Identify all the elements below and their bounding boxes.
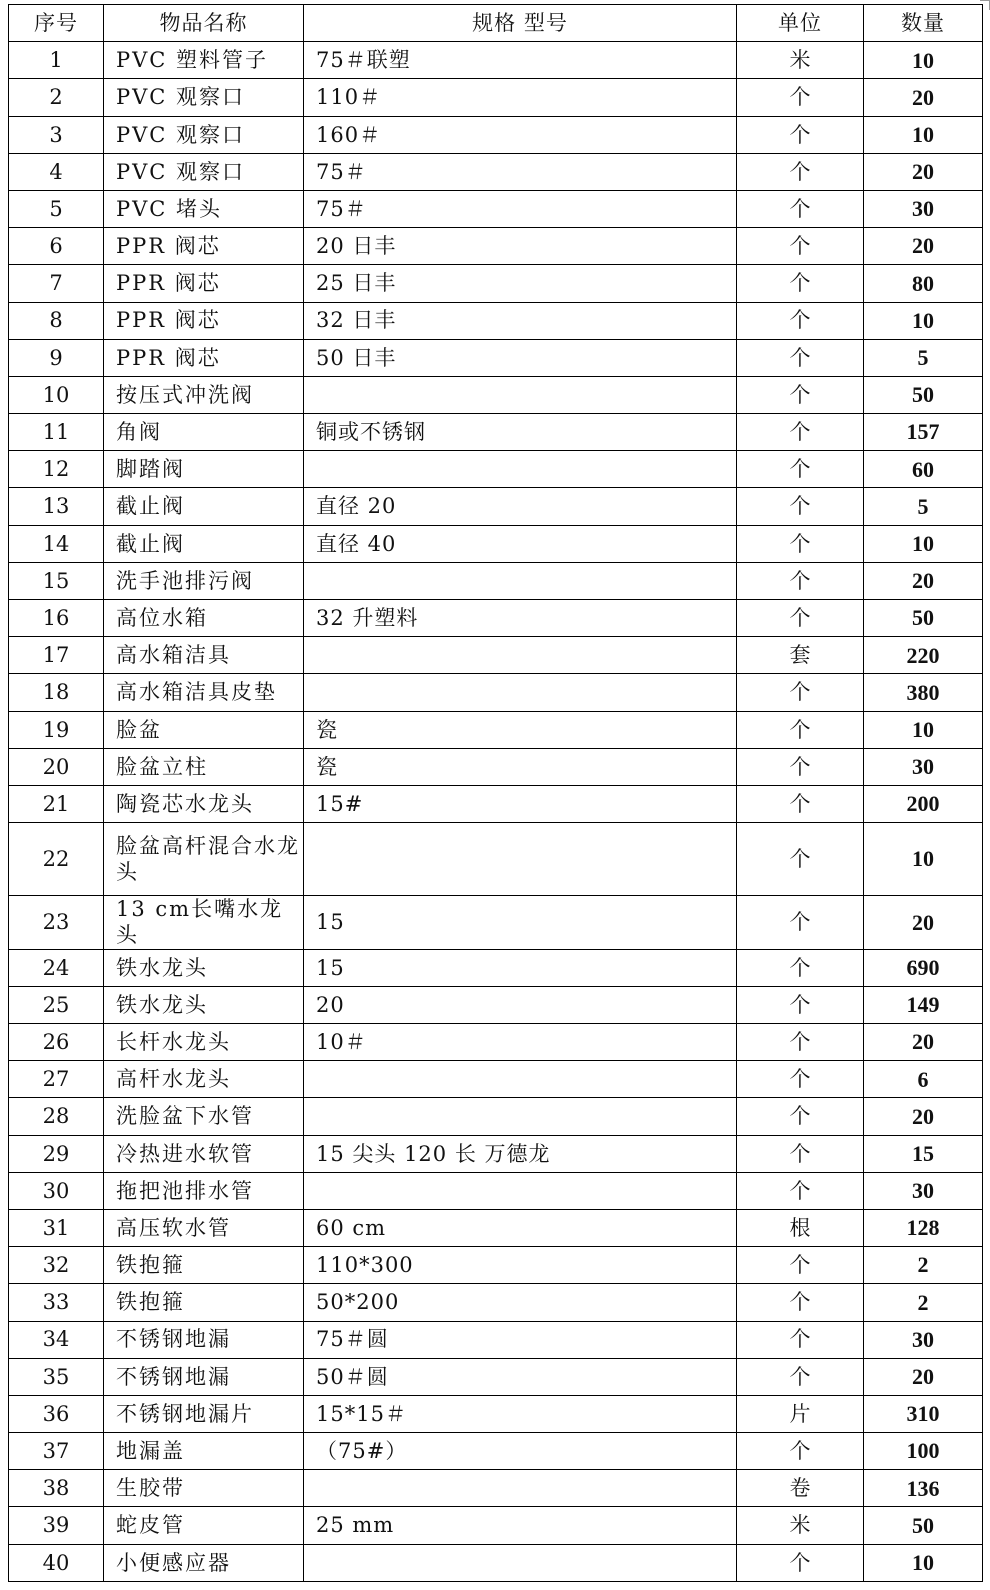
cell-spec: 50 日丰 xyxy=(304,339,737,376)
cell-no: 33 xyxy=(9,1284,104,1321)
cell-quantity: 5 xyxy=(864,339,983,376)
cell-item-name: 洗脸盆下水管 xyxy=(104,1098,304,1135)
cell-spec: 15# xyxy=(304,785,737,822)
cell-spec: 32 升塑料 xyxy=(304,600,737,637)
cell-quantity: 10 xyxy=(864,525,983,562)
cell-no: 28 xyxy=(9,1098,104,1135)
cell-unit: 个 xyxy=(737,1247,864,1284)
cell-quantity: 10 xyxy=(864,823,983,896)
cell-unit: 个 xyxy=(737,302,864,339)
cell-spec xyxy=(304,562,737,599)
cell-quantity: 10 xyxy=(864,711,983,748)
cell-unit: 卷 xyxy=(737,1470,864,1507)
cell-no: 11 xyxy=(9,414,104,451)
cell-spec xyxy=(304,637,737,674)
cell-unit: 根 xyxy=(737,1209,864,1246)
table-row xyxy=(9,42,983,79)
cell-item-name: 地漏盖 xyxy=(104,1433,304,1470)
cell-spec: 75＃联塑 xyxy=(304,42,737,79)
cell-spec: 15*15＃ xyxy=(304,1395,737,1432)
cell-no: 3 xyxy=(9,116,104,153)
cell-unit: 个 xyxy=(737,949,864,986)
cell-no: 6 xyxy=(9,228,104,265)
cell-item-name: PPR 阀芯 xyxy=(104,265,304,302)
cell-quantity: 80 xyxy=(864,265,983,302)
cell-item-name: 蛇皮管 xyxy=(104,1507,304,1544)
cell-item-name: 高水箱洁具 xyxy=(104,637,304,674)
cell-unit: 个 xyxy=(737,1433,864,1470)
cell-no: 27 xyxy=(9,1061,104,1098)
cell-item-name: 铁水龙头 xyxy=(104,986,304,1023)
cell-quantity: 149 xyxy=(864,986,983,1023)
table-row xyxy=(9,488,983,525)
cell-quantity: 10 xyxy=(864,302,983,339)
cell-no: 14 xyxy=(9,525,104,562)
cell-unit: 个 xyxy=(737,1172,864,1209)
cell-spec xyxy=(304,1098,737,1135)
cell-unit: 个 xyxy=(737,711,864,748)
cell-quantity: 380 xyxy=(864,674,983,711)
cell-no: 12 xyxy=(9,451,104,488)
table-row xyxy=(9,674,983,711)
cell-spec: 50*200 xyxy=(304,1284,737,1321)
cell-item-name: 高水箱洁具皮垫 xyxy=(104,674,304,711)
cell-unit: 个 xyxy=(737,79,864,116)
cell-no: 2 xyxy=(9,79,104,116)
cell-unit: 个 xyxy=(737,1284,864,1321)
cell-item-name: 脸盆 xyxy=(104,711,304,748)
table-row xyxy=(9,1321,983,1358)
cell-no: 22 xyxy=(9,823,104,896)
cell-no: 25 xyxy=(9,986,104,1023)
table-row xyxy=(9,1172,983,1209)
cell-no: 16 xyxy=(9,600,104,637)
cell-quantity: 5 xyxy=(864,488,983,525)
table-row xyxy=(9,1209,983,1246)
cell-unit: 个 xyxy=(737,1098,864,1135)
cell-item-name: 13 cm长嘴水龙头 xyxy=(104,896,304,950)
cell-spec: 铜或不锈钢 xyxy=(304,414,737,451)
cell-spec xyxy=(304,1061,737,1098)
table-row xyxy=(9,896,983,950)
cell-quantity: 30 xyxy=(864,1321,983,1358)
cell-unit: 个 xyxy=(737,414,864,451)
cell-quantity: 20 xyxy=(864,896,983,950)
cell-quantity: 50 xyxy=(864,1507,983,1544)
cell-unit: 个 xyxy=(737,823,864,896)
cell-unit: 个 xyxy=(737,451,864,488)
cell-unit: 个 xyxy=(737,986,864,1023)
cell-spec: 15 xyxy=(304,896,737,950)
cell-item-name: 铁抱箍 xyxy=(104,1284,304,1321)
table-row xyxy=(9,785,983,822)
header-unit: 单位 xyxy=(737,5,864,42)
cell-item-name: 不锈钢地漏 xyxy=(104,1358,304,1395)
cell-item-name: 不锈钢地漏片 xyxy=(104,1395,304,1432)
cell-no: 24 xyxy=(9,949,104,986)
table-row xyxy=(9,949,983,986)
cell-item-name: 拖把池排水管 xyxy=(104,1172,304,1209)
cell-spec: 20 xyxy=(304,986,737,1023)
table-row xyxy=(9,451,983,488)
cell-item-name: 高杆水龙头 xyxy=(104,1061,304,1098)
cell-spec: 25 mm xyxy=(304,1507,737,1544)
cell-spec: 160＃ xyxy=(304,116,737,153)
cell-quantity: 2 xyxy=(864,1247,983,1284)
table-row xyxy=(9,265,983,302)
table-row xyxy=(9,1507,983,1544)
cell-item-name: 生胶带 xyxy=(104,1470,304,1507)
cell-quantity: 100 xyxy=(864,1433,983,1470)
cell-no: 5 xyxy=(9,190,104,227)
cell-no: 37 xyxy=(9,1433,104,1470)
cell-spec: 32 日丰 xyxy=(304,302,737,339)
cell-no: 21 xyxy=(9,785,104,822)
header-name: 物品名称 xyxy=(104,5,304,42)
table-row xyxy=(9,1284,983,1321)
table-row xyxy=(9,116,983,153)
cell-spec: 25 日丰 xyxy=(304,265,737,302)
cell-quantity: 20 xyxy=(864,1358,983,1395)
cell-spec: （75#） xyxy=(304,1433,737,1470)
cell-spec: 10＃ xyxy=(304,1024,737,1061)
cell-no: 39 xyxy=(9,1507,104,1544)
cell-item-name: 陶瓷芯水龙头 xyxy=(104,785,304,822)
cell-item-name: 角阀 xyxy=(104,414,304,451)
table-row xyxy=(9,1358,983,1395)
cell-spec xyxy=(304,1544,737,1581)
cell-spec: 75＃圆 xyxy=(304,1321,737,1358)
cell-spec: 直径 40 xyxy=(304,525,737,562)
cell-unit: 套 xyxy=(737,637,864,674)
cell-quantity: 20 xyxy=(864,79,983,116)
cell-item-name: PVC 观察口 xyxy=(104,79,304,116)
cell-spec: 75＃ xyxy=(304,153,737,190)
cell-unit: 个 xyxy=(737,600,864,637)
cell-item-name: 洗手池排污阀 xyxy=(104,562,304,599)
cell-no: 36 xyxy=(9,1395,104,1432)
cell-item-name: 脸盆高杆混合水龙头 xyxy=(104,823,304,896)
table-row xyxy=(9,1544,983,1581)
cell-spec xyxy=(304,823,737,896)
table-row xyxy=(9,600,983,637)
cell-quantity: 6 xyxy=(864,1061,983,1098)
cell-unit: 个 xyxy=(737,265,864,302)
cell-no: 7 xyxy=(9,265,104,302)
cell-item-name: 长杆水龙头 xyxy=(104,1024,304,1061)
cell-quantity: 220 xyxy=(864,637,983,674)
cell-no: 30 xyxy=(9,1172,104,1209)
header-no: 序号 xyxy=(9,5,104,42)
cell-quantity: 20 xyxy=(864,228,983,265)
cell-unit: 个 xyxy=(737,785,864,822)
table-row xyxy=(9,153,983,190)
cell-unit: 个 xyxy=(737,1061,864,1098)
cell-quantity: 20 xyxy=(864,1024,983,1061)
table-row xyxy=(9,711,983,748)
cell-spec: 60 cm xyxy=(304,1209,737,1246)
cell-item-name: 高位水箱 xyxy=(104,600,304,637)
table-row xyxy=(9,823,983,896)
cell-quantity: 30 xyxy=(864,190,983,227)
header-spec: 规格 型号 xyxy=(304,5,737,42)
cell-item-name: PVC 塑料管子 xyxy=(104,42,304,79)
cell-unit: 个 xyxy=(737,1358,864,1395)
cell-quantity: 157 xyxy=(864,414,983,451)
cell-item-name: PVC 堵头 xyxy=(104,190,304,227)
cell-spec: 110＃ xyxy=(304,79,737,116)
table-row xyxy=(9,637,983,674)
cell-unit: 个 xyxy=(737,1544,864,1581)
cell-no: 10 xyxy=(9,376,104,413)
cell-no: 13 xyxy=(9,488,104,525)
table-row xyxy=(9,562,983,599)
table-row xyxy=(9,414,983,451)
inventory-table xyxy=(8,4,983,1582)
cell-item-name: PPR 阀芯 xyxy=(104,228,304,265)
cell-quantity: 30 xyxy=(864,1172,983,1209)
table-row xyxy=(9,1098,983,1135)
cell-spec xyxy=(304,1172,737,1209)
cell-no: 23 xyxy=(9,896,104,950)
cell-quantity: 20 xyxy=(864,1098,983,1135)
cell-spec: 15 xyxy=(304,949,737,986)
cell-quantity: 20 xyxy=(864,153,983,190)
cell-item-name: 铁抱箍 xyxy=(104,1247,304,1284)
cell-unit: 个 xyxy=(737,376,864,413)
cell-quantity: 10 xyxy=(864,1544,983,1581)
cell-item-name: 截止阀 xyxy=(104,488,304,525)
cell-quantity: 50 xyxy=(864,600,983,637)
cell-item-name: PVC 观察口 xyxy=(104,116,304,153)
cell-spec: 50＃圆 xyxy=(304,1358,737,1395)
cell-unit: 个 xyxy=(737,1321,864,1358)
cell-unit: 个 xyxy=(737,339,864,376)
cell-no: 9 xyxy=(9,339,104,376)
table-row xyxy=(9,339,983,376)
cell-no: 26 xyxy=(9,1024,104,1061)
cell-quantity: 60 xyxy=(864,451,983,488)
cell-item-name: PVC 观察口 xyxy=(104,153,304,190)
table-row xyxy=(9,986,983,1023)
cell-item-name: PPR 阀芯 xyxy=(104,302,304,339)
cell-item-name: 不锈钢地漏 xyxy=(104,1321,304,1358)
cell-unit: 个 xyxy=(737,896,864,950)
cell-unit: 个 xyxy=(737,1024,864,1061)
cell-spec: 直径 20 xyxy=(304,488,737,525)
cell-no: 38 xyxy=(9,1470,104,1507)
cell-unit: 个 xyxy=(737,153,864,190)
cell-quantity: 10 xyxy=(864,116,983,153)
cell-unit: 个 xyxy=(737,674,864,711)
cell-quantity: 15 xyxy=(864,1135,983,1172)
cell-no: 19 xyxy=(9,711,104,748)
cell-spec: 110*300 xyxy=(304,1247,737,1284)
table-row xyxy=(9,1024,983,1061)
cell-no: 18 xyxy=(9,674,104,711)
cell-quantity: 2 xyxy=(864,1284,983,1321)
table-row xyxy=(9,1247,983,1284)
cell-item-name: PPR 阀芯 xyxy=(104,339,304,376)
cell-item-name: 脚踏阀 xyxy=(104,451,304,488)
cell-no: 35 xyxy=(9,1358,104,1395)
cell-unit: 米 xyxy=(737,42,864,79)
cell-quantity: 690 xyxy=(864,949,983,986)
cell-item-name: 冷热进水软管 xyxy=(104,1135,304,1172)
cell-unit: 个 xyxy=(737,228,864,265)
table-row xyxy=(9,228,983,265)
cell-item-name: 脸盆立柱 xyxy=(104,748,304,785)
cell-item-name: 截止阀 xyxy=(104,525,304,562)
cell-unit: 个 xyxy=(737,190,864,227)
table-row xyxy=(9,525,983,562)
table-row xyxy=(9,1433,983,1470)
cell-spec: 20 日丰 xyxy=(304,228,737,265)
cell-quantity: 10 xyxy=(864,42,983,79)
cell-quantity: 310 xyxy=(864,1395,983,1432)
table-row xyxy=(9,1061,983,1098)
header-qty: 数量 xyxy=(864,5,983,42)
cell-spec: 瓷 xyxy=(304,711,737,748)
cell-quantity: 128 xyxy=(864,1209,983,1246)
cell-unit: 米 xyxy=(737,1507,864,1544)
cell-quantity: 20 xyxy=(864,562,983,599)
cell-no: 17 xyxy=(9,637,104,674)
table-row xyxy=(9,1395,983,1432)
cell-spec xyxy=(304,1470,737,1507)
cell-spec xyxy=(304,376,737,413)
cell-unit: 个 xyxy=(737,488,864,525)
cell-unit: 片 xyxy=(737,1395,864,1432)
table-row xyxy=(9,302,983,339)
table-row xyxy=(9,748,983,785)
cell-no: 31 xyxy=(9,1209,104,1246)
cell-spec: 75＃ xyxy=(304,190,737,227)
table-row xyxy=(9,376,983,413)
cell-quantity: 136 xyxy=(864,1470,983,1507)
table-row xyxy=(9,1470,983,1507)
cell-spec: 15 尖头 120 长 万德龙 xyxy=(304,1135,737,1172)
cell-unit: 个 xyxy=(737,562,864,599)
cell-item-name: 小便感应器 xyxy=(104,1544,304,1581)
cell-quantity: 50 xyxy=(864,376,983,413)
cell-no: 20 xyxy=(9,748,104,785)
cell-unit: 个 xyxy=(737,1135,864,1172)
cell-no: 29 xyxy=(9,1135,104,1172)
cell-quantity: 200 xyxy=(864,785,983,822)
cell-no: 4 xyxy=(9,153,104,190)
cell-spec: 瓷 xyxy=(304,748,737,785)
table-row xyxy=(9,1135,983,1172)
cell-spec xyxy=(304,674,737,711)
cell-unit: 个 xyxy=(737,525,864,562)
cell-no: 1 xyxy=(9,42,104,79)
table-row xyxy=(9,79,983,116)
cell-no: 15 xyxy=(9,562,104,599)
cell-spec xyxy=(304,451,737,488)
cell-quantity: 30 xyxy=(864,748,983,785)
table-row xyxy=(9,190,983,227)
cell-item-name: 按压式冲洗阀 xyxy=(104,376,304,413)
cell-no: 32 xyxy=(9,1247,104,1284)
table-header-row xyxy=(9,5,983,42)
cell-no: 34 xyxy=(9,1321,104,1358)
cell-no: 40 xyxy=(9,1544,104,1581)
cell-unit: 个 xyxy=(737,116,864,153)
cell-item-name: 高压软水管 xyxy=(104,1209,304,1246)
cell-no: 8 xyxy=(9,302,104,339)
cell-item-name: 铁水龙头 xyxy=(104,949,304,986)
cell-unit: 个 xyxy=(737,748,864,785)
